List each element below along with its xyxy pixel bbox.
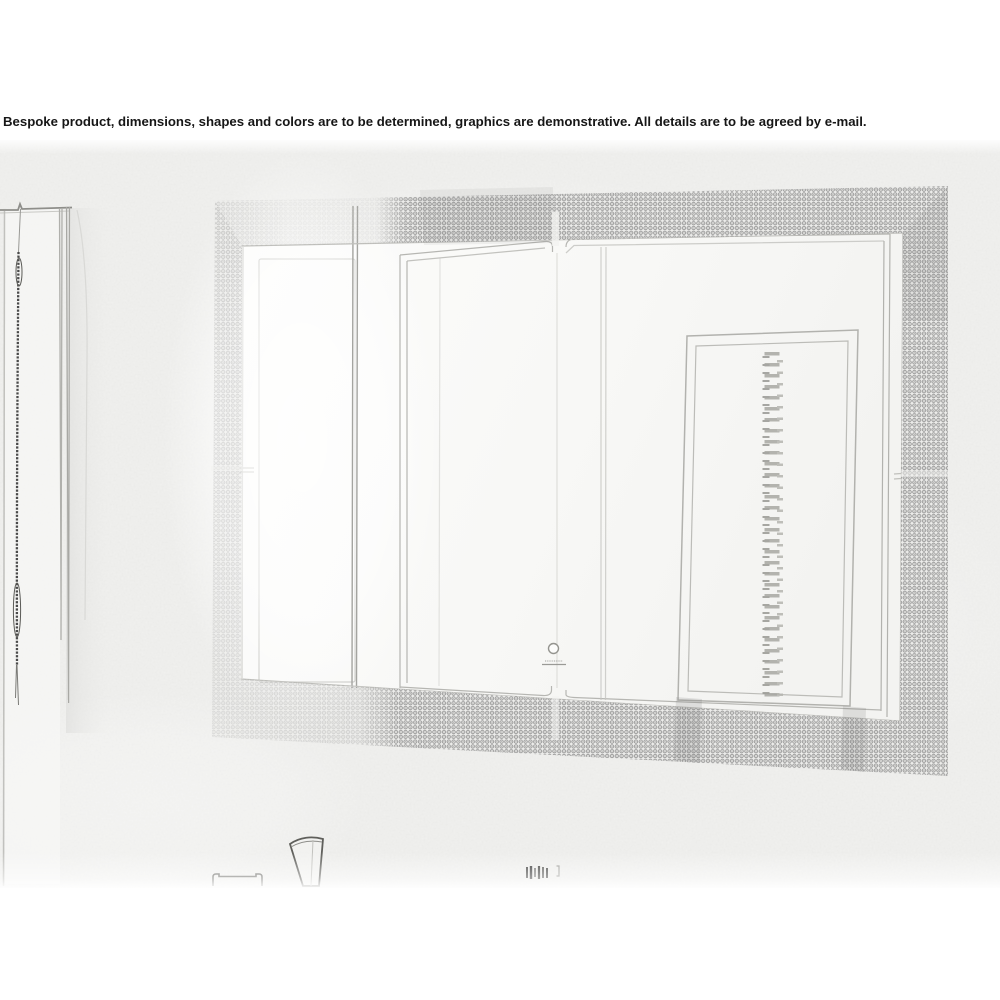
- wall-corner-line: [4, 211, 5, 886]
- disclaimer-text: Bespoke product, dimensions, shapes and colors are to be determined, graphics are demonstrative. All details are to be agreed by e-mail.: [3, 114, 867, 129]
- mirror: [162, 150, 949, 776]
- bottom-fade: [0, 852, 1000, 890]
- touch-sensor-icon: [549, 644, 559, 654]
- bottom-white-strip: [0, 888, 1000, 1000]
